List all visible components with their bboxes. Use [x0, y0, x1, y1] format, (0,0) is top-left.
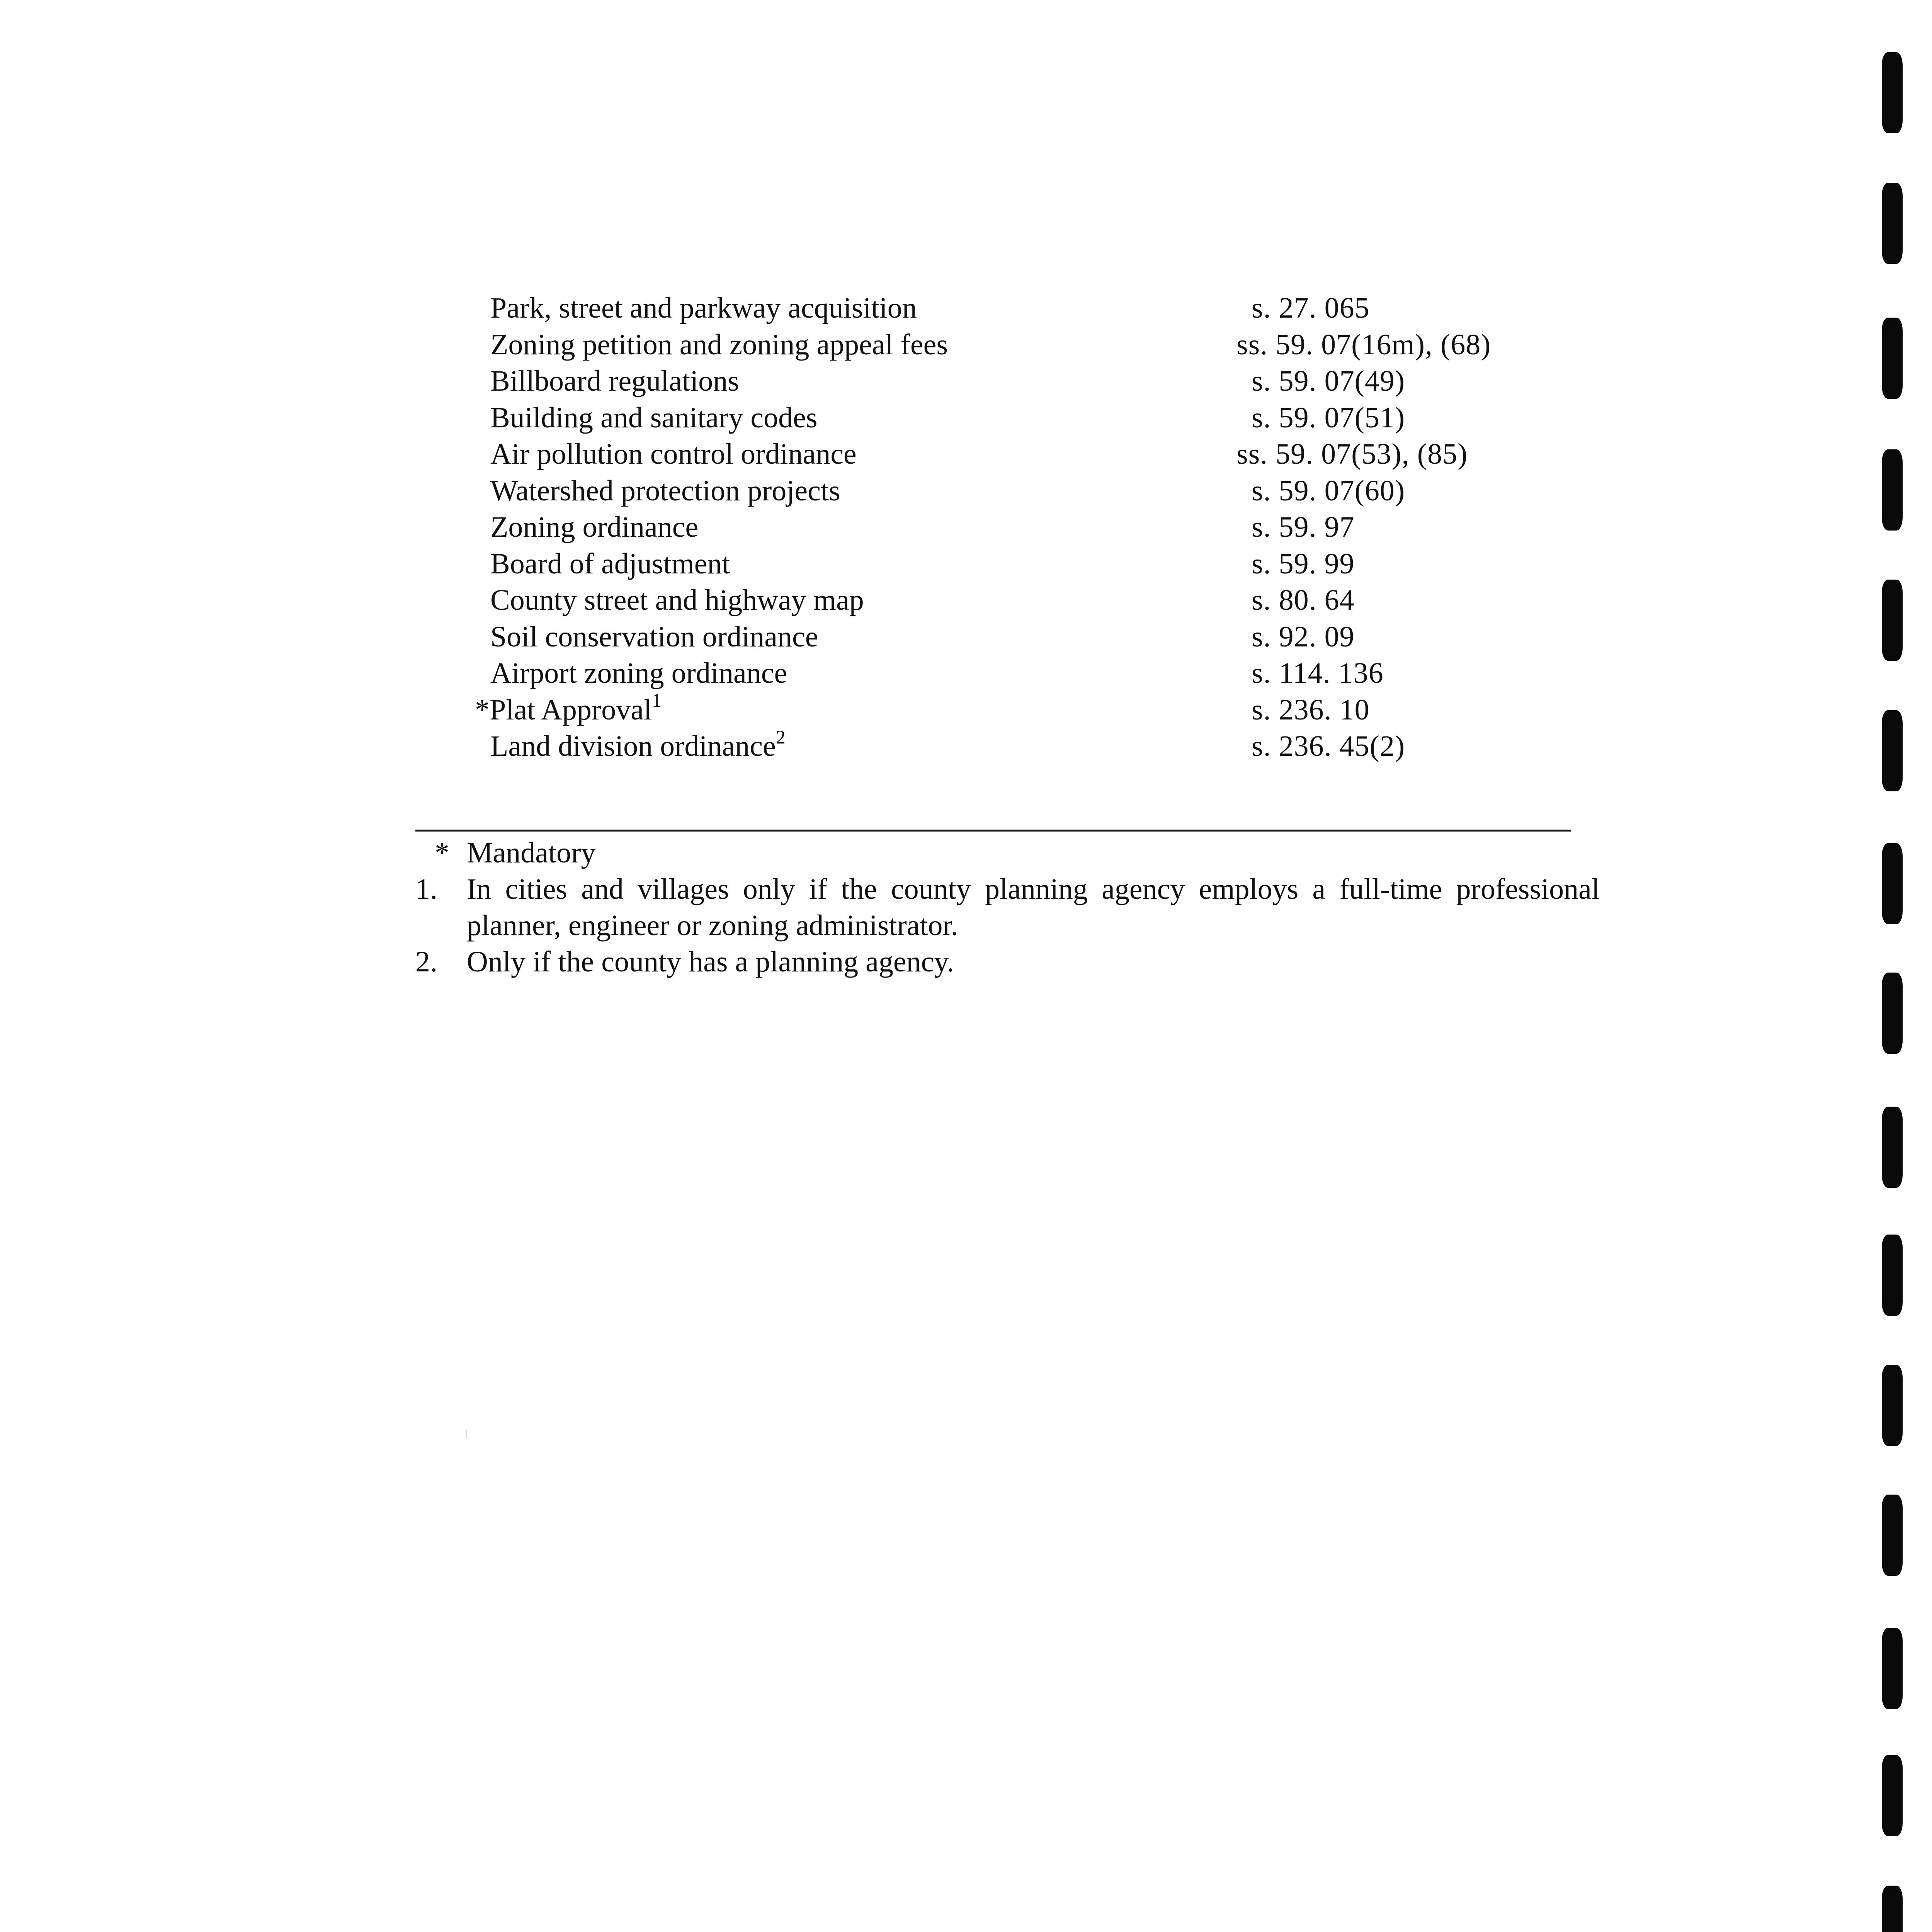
statute-item — [490, 728, 786, 765]
footnote-mark: 2. — [415, 946, 437, 978]
footnotes — [415, 835, 1600, 980]
statute-row — [475, 546, 1557, 582]
statute-row — [475, 436, 1557, 473]
statute-reference: s. 59. 07(51) — [1252, 401, 1405, 434]
statute-item: County street and highway map — [490, 584, 864, 616]
statute-row — [475, 619, 1557, 655]
binding-holes — [1882, 0, 1920, 1932]
binding-hole — [1882, 449, 1903, 531]
statute-reference: ss. 59. 07(16m), (68) — [1236, 328, 1491, 361]
binding-hole — [1882, 1628, 1903, 1709]
statute-reference: s. 236. 45(2) — [1252, 730, 1405, 762]
statute-item: Soil conservation ordinance — [490, 620, 818, 653]
statute-item: Watershed protection projects — [490, 474, 840, 507]
binding-hole — [1882, 843, 1903, 924]
statute-row — [475, 400, 1557, 436]
statute-table — [475, 290, 1557, 765]
binding-hole — [1882, 1365, 1903, 1446]
statute-item: Park, street and parkway acquisition — [490, 292, 917, 324]
statute-item-label: *Plat Approval — [475, 693, 652, 726]
footnote-text: In cities and villages only if the county planning agency employs a full-time professional planner, engineer or zoning administrator. — [467, 873, 1600, 942]
statute-item: Airport zoning ordinance — [490, 657, 787, 689]
statute-reference: s. 59. 07(60) — [1252, 474, 1405, 507]
binding-hole — [1882, 318, 1903, 399]
statute-row — [475, 363, 1557, 400]
statute-item-label: Land division ordinance — [490, 730, 776, 762]
statute-reference: ss. 59. 07(53), (85) — [1236, 438, 1468, 470]
statute-item: Air pollution control ordinance — [490, 438, 857, 470]
scan-speck — [466, 1430, 467, 1438]
footnote — [415, 944, 1575, 980]
statute-row — [475, 689, 1557, 728]
statute-row — [475, 327, 1557, 363]
binding-hole — [1882, 1235, 1903, 1316]
binding-hole — [1882, 710, 1903, 791]
binding-hole — [1882, 973, 1903, 1054]
statute-reference: s. 59. 07(49) — [1252, 365, 1405, 397]
binding-hole — [1882, 580, 1903, 661]
statute-reference: s. 59. 97 — [1252, 511, 1355, 543]
footnote-text: Only if the county has a planning agency. — [467, 946, 954, 978]
statute-row — [475, 509, 1557, 546]
statute-reference: s. 80. 64 — [1252, 584, 1355, 616]
statute-row — [475, 290, 1557, 327]
statute-item: Zoning ordinance — [490, 511, 699, 543]
footnote-text: Mandatory — [467, 837, 596, 869]
binding-hole — [1882, 52, 1903, 133]
statute-item: Building and sanitary codes — [490, 401, 818, 434]
binding-hole — [1882, 1886, 1903, 1932]
binding-hole — [1882, 1755, 1903, 1836]
binding-hole — [1882, 1107, 1903, 1188]
binding-hole — [1882, 1495, 1903, 1576]
statute-row — [475, 728, 1557, 765]
statute-item — [475, 689, 662, 728]
statute-item: Billboard regulations — [490, 365, 739, 397]
statute-reference: s. 59. 99 — [1252, 547, 1355, 580]
statute-reference: s. 114. 136 — [1252, 657, 1384, 689]
footnote-divider — [415, 830, 1571, 832]
statute-item: Board of adjustment — [490, 547, 730, 580]
binding-hole — [1882, 183, 1903, 264]
statute-row — [475, 655, 1557, 692]
statute-item: Zoning petition and zoning appeal fees — [490, 328, 948, 361]
footnote-reference: 2 — [776, 726, 786, 748]
footnote — [415, 871, 1600, 944]
footnote-reference: 1 — [652, 689, 662, 711]
statute-row — [475, 582, 1557, 619]
statute-reference: s. 27. 065 — [1252, 292, 1370, 324]
footnote — [415, 835, 1575, 871]
statute-reference: s. 92. 09 — [1252, 620, 1355, 653]
statute-reference: s. 236. 10 — [1252, 693, 1370, 726]
footnote-mark: 1. — [415, 873, 437, 905]
footnote-mark: * — [435, 837, 449, 869]
statute-row — [475, 473, 1557, 509]
